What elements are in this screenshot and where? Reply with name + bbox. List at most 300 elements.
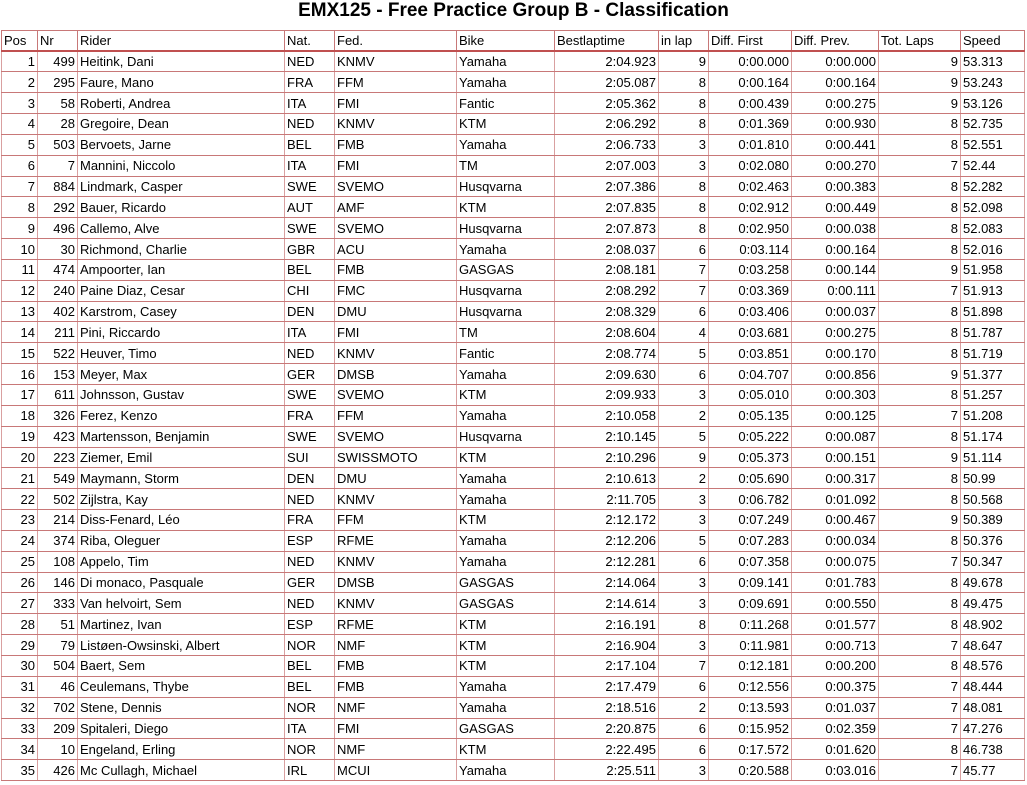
cell-diff-prev: 0:00.383 <box>792 176 879 197</box>
cell-diff-first: 0:09.141 <box>709 572 792 593</box>
table-row <box>2 322 1025 343</box>
cell-in-lap: 6 <box>659 718 709 739</box>
classification-table <box>1 30 1025 781</box>
cell-bestlaptime: 2:12.172 <box>555 510 659 531</box>
cell-fed: FFM <box>335 72 457 93</box>
cell-bestlaptime: 2:18.516 <box>555 697 659 718</box>
cell-fed: FMB <box>335 259 457 280</box>
cell-nr: 108 <box>38 551 78 572</box>
cell-bestlaptime: 2:05.087 <box>555 72 659 93</box>
cell-nat: NED <box>285 343 335 364</box>
cell-bestlaptime: 2:10.296 <box>555 447 659 468</box>
cell-in-lap: 8 <box>659 176 709 197</box>
cell-nat: ITA <box>285 155 335 176</box>
col-header-diff-first: Diff. First <box>709 31 792 52</box>
cell-nr: 884 <box>38 176 78 197</box>
cell-diff-prev: 0:00.930 <box>792 114 879 135</box>
cell-nr: 504 <box>38 655 78 676</box>
cell-nr: 209 <box>38 718 78 739</box>
cell-diff-prev: 0:00.200 <box>792 655 879 676</box>
table-row <box>2 301 1025 322</box>
cell-fed: DMSB <box>335 364 457 385</box>
cell-pos: 27 <box>2 593 38 614</box>
cell-nr: 295 <box>38 72 78 93</box>
cell-speed: 50.376 <box>961 530 1025 551</box>
cell-nat: GER <box>285 364 335 385</box>
cell-pos: 3 <box>2 93 38 114</box>
cell-nr: 240 <box>38 280 78 301</box>
cell-speed: 48.444 <box>961 676 1025 697</box>
cell-nat: SWE <box>285 426 335 447</box>
cell-diff-prev: 0:01.092 <box>792 489 879 510</box>
cell-diff-first: 0:02.912 <box>709 197 792 218</box>
cell-fed: FMB <box>335 676 457 697</box>
table-row <box>2 280 1025 301</box>
table-row <box>2 635 1025 656</box>
cell-rider: Ziemer, Emil <box>78 447 285 468</box>
cell-pos: 21 <box>2 468 38 489</box>
cell-speed: 53.126 <box>961 93 1025 114</box>
cell-fed: RFME <box>335 530 457 551</box>
cell-bike: TM <box>457 155 555 176</box>
cell-diff-first: 0:05.222 <box>709 426 792 447</box>
cell-nr: 474 <box>38 259 78 280</box>
cell-pos: 11 <box>2 259 38 280</box>
cell-pos: 8 <box>2 197 38 218</box>
cell-diff-prev: 0:00.270 <box>792 155 879 176</box>
cell-bike: Yamaha <box>457 530 555 551</box>
cell-nat: SUI <box>285 447 335 468</box>
col-header-bike: Bike <box>457 31 555 52</box>
cell-diff-first: 0:03.114 <box>709 239 792 260</box>
cell-diff-first: 0:06.782 <box>709 489 792 510</box>
table-row <box>2 447 1025 468</box>
cell-diff-first: 0:05.135 <box>709 405 792 426</box>
table-row <box>2 468 1025 489</box>
cell-tot-laps: 8 <box>879 385 961 406</box>
cell-tot-laps: 9 <box>879 259 961 280</box>
table-row <box>2 489 1025 510</box>
cell-bestlaptime: 2:10.613 <box>555 468 659 489</box>
cell-diff-first: 0:11.268 <box>709 614 792 635</box>
cell-fed: AMF <box>335 197 457 218</box>
cell-bestlaptime: 2:25.511 <box>555 760 659 781</box>
cell-tot-laps: 8 <box>879 197 961 218</box>
cell-diff-prev: 0:00.038 <box>792 218 879 239</box>
cell-bestlaptime: 2:04.923 <box>555 51 659 72</box>
cell-diff-prev: 0:03.016 <box>792 760 879 781</box>
cell-fed: DMU <box>335 301 457 322</box>
cell-diff-first: 0:20.588 <box>709 760 792 781</box>
cell-in-lap: 7 <box>659 259 709 280</box>
cell-tot-laps: 8 <box>879 530 961 551</box>
cell-bestlaptime: 2:11.705 <box>555 489 659 510</box>
cell-nat: NOR <box>285 697 335 718</box>
cell-tot-laps: 8 <box>879 239 961 260</box>
cell-diff-first: 0:05.373 <box>709 447 792 468</box>
cell-rider: Mc Cullagh, Michael <box>78 760 285 781</box>
cell-speed: 48.081 <box>961 697 1025 718</box>
cell-speed: 51.174 <box>961 426 1025 447</box>
cell-fed: SVEMO <box>335 218 457 239</box>
table-row <box>2 426 1025 447</box>
cell-speed: 51.719 <box>961 343 1025 364</box>
cell-pos: 9 <box>2 218 38 239</box>
cell-nat: SWE <box>285 176 335 197</box>
cell-speed: 52.016 <box>961 239 1025 260</box>
cell-diff-first: 0:02.080 <box>709 155 792 176</box>
cell-fed: ACU <box>335 239 457 260</box>
cell-tot-laps: 7 <box>879 155 961 176</box>
cell-pos: 24 <box>2 530 38 551</box>
cell-in-lap: 3 <box>659 134 709 155</box>
cell-pos: 22 <box>2 489 38 510</box>
table-row <box>2 510 1025 531</box>
cell-pos: 12 <box>2 280 38 301</box>
cell-diff-first: 0:07.249 <box>709 510 792 531</box>
cell-fed: FMB <box>335 655 457 676</box>
cell-rider: Pini, Riccardo <box>78 322 285 343</box>
cell-tot-laps: 8 <box>879 593 961 614</box>
cell-rider: Diss-Fenard, Léo <box>78 510 285 531</box>
cell-nr: 223 <box>38 447 78 468</box>
cell-diff-prev: 0:00.441 <box>792 134 879 155</box>
cell-nat: NOR <box>285 635 335 656</box>
cell-in-lap: 8 <box>659 93 709 114</box>
cell-pos: 18 <box>2 405 38 426</box>
cell-bestlaptime: 2:07.873 <box>555 218 659 239</box>
cell-tot-laps: 8 <box>879 114 961 135</box>
cell-tot-laps: 9 <box>879 364 961 385</box>
cell-speed: 51.898 <box>961 301 1025 322</box>
cell-nat: NED <box>285 51 335 72</box>
cell-speed: 51.958 <box>961 259 1025 280</box>
cell-in-lap: 5 <box>659 530 709 551</box>
cell-nat: FRA <box>285 510 335 531</box>
cell-diff-prev: 0:02.359 <box>792 718 879 739</box>
cell-diff-prev: 0:00.170 <box>792 343 879 364</box>
cell-nat: BEL <box>285 676 335 697</box>
table-row <box>2 614 1025 635</box>
cell-diff-first: 0:13.593 <box>709 697 792 718</box>
cell-tot-laps: 8 <box>879 301 961 322</box>
table-row <box>2 572 1025 593</box>
cell-pos: 19 <box>2 426 38 447</box>
cell-diff-prev: 0:00.087 <box>792 426 879 447</box>
cell-bike: Husqvarna <box>457 301 555 322</box>
cell-fed: SVEMO <box>335 176 457 197</box>
cell-diff-first: 0:17.572 <box>709 739 792 760</box>
cell-fed: MCUI <box>335 760 457 781</box>
cell-nr: 214 <box>38 510 78 531</box>
cell-in-lap: 6 <box>659 739 709 760</box>
cell-nr: 333 <box>38 593 78 614</box>
table-row <box>2 134 1025 155</box>
cell-in-lap: 3 <box>659 572 709 593</box>
table-row <box>2 551 1025 572</box>
cell-diff-prev: 0:01.037 <box>792 697 879 718</box>
table-row <box>2 718 1025 739</box>
cell-tot-laps: 7 <box>879 676 961 697</box>
cell-bestlaptime: 2:12.281 <box>555 551 659 572</box>
cell-nat: SWE <box>285 385 335 406</box>
cell-diff-prev: 0:00.856 <box>792 364 879 385</box>
cell-diff-prev: 0:01.577 <box>792 614 879 635</box>
cell-tot-laps: 9 <box>879 93 961 114</box>
table-row <box>2 343 1025 364</box>
cell-diff-first: 0:09.691 <box>709 593 792 614</box>
cell-nat: NED <box>285 489 335 510</box>
cell-speed: 52.44 <box>961 155 1025 176</box>
cell-rider: Bauer, Ricardo <box>78 197 285 218</box>
cell-speed: 50.347 <box>961 551 1025 572</box>
cell-speed: 51.377 <box>961 364 1025 385</box>
cell-in-lap: 5 <box>659 343 709 364</box>
cell-tot-laps: 9 <box>879 510 961 531</box>
cell-nr: 496 <box>38 218 78 239</box>
cell-nr: 522 <box>38 343 78 364</box>
cell-rider: Callemo, Alve <box>78 218 285 239</box>
cell-bestlaptime: 2:10.145 <box>555 426 659 447</box>
cell-rider: Di monaco, Pasquale <box>78 572 285 593</box>
cell-pos: 16 <box>2 364 38 385</box>
cell-nat: BEL <box>285 259 335 280</box>
cell-pos: 26 <box>2 572 38 593</box>
cell-bike: Yamaha <box>457 134 555 155</box>
cell-bike: Husqvarna <box>457 280 555 301</box>
cell-in-lap: 7 <box>659 280 709 301</box>
cell-diff-first: 0:05.010 <box>709 385 792 406</box>
cell-diff-prev: 0:00.713 <box>792 635 879 656</box>
cell-bike: KTM <box>457 655 555 676</box>
cell-bike: Yamaha <box>457 489 555 510</box>
col-header-diff-prev: Diff. Prev. <box>792 31 879 52</box>
cell-rider: Van helvoirt, Sem <box>78 593 285 614</box>
cell-nat: AUT <box>285 197 335 218</box>
cell-bestlaptime: 2:08.774 <box>555 343 659 364</box>
cell-diff-first: 0:01.369 <box>709 114 792 135</box>
cell-bike: KTM <box>457 385 555 406</box>
cell-diff-first: 0:07.283 <box>709 530 792 551</box>
cell-fed: FMI <box>335 718 457 739</box>
cell-tot-laps: 7 <box>879 551 961 572</box>
cell-nr: 503 <box>38 134 78 155</box>
cell-bestlaptime: 2:16.904 <box>555 635 659 656</box>
cell-diff-first: 0:04.707 <box>709 364 792 385</box>
cell-diff-prev: 0:00.375 <box>792 676 879 697</box>
cell-diff-first: 0:12.556 <box>709 676 792 697</box>
cell-diff-first: 0:03.681 <box>709 322 792 343</box>
cell-bestlaptime: 2:08.037 <box>555 239 659 260</box>
cell-nat: GER <box>285 572 335 593</box>
table-row <box>2 218 1025 239</box>
cell-rider: Spitaleri, Diego <box>78 718 285 739</box>
cell-pos: 1 <box>2 51 38 72</box>
cell-in-lap: 3 <box>659 155 709 176</box>
cell-nat: GBR <box>285 239 335 260</box>
col-header-in-lap: in lap <box>659 31 709 52</box>
cell-nat: CHI <box>285 280 335 301</box>
cell-nr: 402 <box>38 301 78 322</box>
table-row <box>2 760 1025 781</box>
cell-pos: 6 <box>2 155 38 176</box>
cell-rider: Stene, Dennis <box>78 697 285 718</box>
cell-fed: KNMV <box>335 551 457 572</box>
cell-speed: 47.276 <box>961 718 1025 739</box>
cell-fed: FMI <box>335 155 457 176</box>
cell-bike: Yamaha <box>457 364 555 385</box>
cell-speed: 52.735 <box>961 114 1025 135</box>
cell-speed: 48.647 <box>961 635 1025 656</box>
cell-rider: Appelo, Tim <box>78 551 285 572</box>
cell-bike: KTM <box>457 614 555 635</box>
cell-tot-laps: 8 <box>879 655 961 676</box>
table-row <box>2 655 1025 676</box>
cell-diff-first: 0:03.851 <box>709 343 792 364</box>
cell-nr: 10 <box>38 739 78 760</box>
cell-in-lap: 3 <box>659 593 709 614</box>
cell-fed: FFM <box>335 405 457 426</box>
cell-in-lap: 8 <box>659 218 709 239</box>
cell-nr: 502 <box>38 489 78 510</box>
cell-fed: FMI <box>335 322 457 343</box>
cell-pos: 31 <box>2 676 38 697</box>
cell-diff-prev: 0:00.164 <box>792 239 879 260</box>
cell-in-lap: 3 <box>659 635 709 656</box>
cell-rider: Martinez, Ivan <box>78 614 285 635</box>
cell-speed: 51.787 <box>961 322 1025 343</box>
table-row <box>2 676 1025 697</box>
cell-bike: KTM <box>457 510 555 531</box>
cell-bestlaptime: 2:20.875 <box>555 718 659 739</box>
cell-nr: 702 <box>38 697 78 718</box>
cell-tot-laps: 7 <box>879 405 961 426</box>
cell-fed: SVEMO <box>335 426 457 447</box>
cell-bike: Yamaha <box>457 72 555 93</box>
cell-bike: KTM <box>457 447 555 468</box>
cell-tot-laps: 7 <box>879 635 961 656</box>
cell-nr: 423 <box>38 426 78 447</box>
table-row <box>2 385 1025 406</box>
cell-tot-laps: 7 <box>879 760 961 781</box>
cell-bestlaptime: 2:08.329 <box>555 301 659 322</box>
cell-rider: Gregoire, Dean <box>78 114 285 135</box>
cell-nr: 426 <box>38 760 78 781</box>
cell-in-lap: 7 <box>659 655 709 676</box>
cell-diff-first: 0:12.181 <box>709 655 792 676</box>
cell-rider: Faure, Mano <box>78 72 285 93</box>
cell-nat: ESP <box>285 530 335 551</box>
cell-bike: Husqvarna <box>457 176 555 197</box>
col-header-bestlaptime: Bestlaptime <box>555 31 659 52</box>
cell-bike: Yamaha <box>457 468 555 489</box>
cell-diff-first: 0:02.950 <box>709 218 792 239</box>
cell-pos: 14 <box>2 322 38 343</box>
cell-fed: DMSB <box>335 572 457 593</box>
table-row <box>2 239 1025 260</box>
cell-pos: 25 <box>2 551 38 572</box>
cell-fed: KNMV <box>335 51 457 72</box>
table-row <box>2 176 1025 197</box>
cell-tot-laps: 8 <box>879 218 961 239</box>
cell-diff-first: 0:00.164 <box>709 72 792 93</box>
table-row <box>2 364 1025 385</box>
cell-nr: 292 <box>38 197 78 218</box>
cell-nr: 499 <box>38 51 78 72</box>
cell-fed: NMF <box>335 739 457 760</box>
table-row <box>2 72 1025 93</box>
cell-rider: Karstrom, Casey <box>78 301 285 322</box>
cell-in-lap: 2 <box>659 405 709 426</box>
cell-diff-prev: 0:00.275 <box>792 93 879 114</box>
cell-diff-prev: 0:00.000 <box>792 51 879 72</box>
cell-nr: 58 <box>38 93 78 114</box>
cell-diff-prev: 0:00.303 <box>792 385 879 406</box>
cell-pos: 28 <box>2 614 38 635</box>
cell-tot-laps: 7 <box>879 280 961 301</box>
cell-rider: Listøen-Owsinski, Albert <box>78 635 285 656</box>
cell-bestlaptime: 2:08.181 <box>555 259 659 280</box>
cell-speed: 48.576 <box>961 655 1025 676</box>
cell-bestlaptime: 2:09.630 <box>555 364 659 385</box>
cell-pos: 10 <box>2 239 38 260</box>
cell-rider: Bervoets, Jarne <box>78 134 285 155</box>
cell-tot-laps: 8 <box>879 134 961 155</box>
cell-nat: NED <box>285 114 335 135</box>
cell-bike: Yamaha <box>457 676 555 697</box>
cell-in-lap: 2 <box>659 468 709 489</box>
cell-nr: 30 <box>38 239 78 260</box>
cell-bestlaptime: 2:12.206 <box>555 530 659 551</box>
cell-bestlaptime: 2:07.835 <box>555 197 659 218</box>
cell-in-lap: 5 <box>659 426 709 447</box>
table-row <box>2 530 1025 551</box>
cell-rider: Roberti, Andrea <box>78 93 285 114</box>
cell-pos: 15 <box>2 343 38 364</box>
cell-fed: FMC <box>335 280 457 301</box>
cell-tot-laps: 8 <box>879 343 961 364</box>
cell-in-lap: 8 <box>659 72 709 93</box>
cell-speed: 52.282 <box>961 176 1025 197</box>
table-row <box>2 593 1025 614</box>
cell-bike: Yamaha <box>457 760 555 781</box>
cell-nr: 79 <box>38 635 78 656</box>
cell-rider: Lindmark, Casper <box>78 176 285 197</box>
cell-nat: ESP <box>285 614 335 635</box>
col-header-nr: Nr <box>38 31 78 52</box>
cell-rider: Riba, Oleguer <box>78 530 285 551</box>
cell-fed: NMF <box>335 635 457 656</box>
cell-diff-prev: 0:00.037 <box>792 301 879 322</box>
cell-speed: 51.208 <box>961 405 1025 426</box>
cell-fed: FMB <box>335 134 457 155</box>
cell-bestlaptime: 2:08.604 <box>555 322 659 343</box>
cell-fed: FFM <box>335 510 457 531</box>
cell-speed: 52.098 <box>961 197 1025 218</box>
cell-bestlaptime: 2:14.064 <box>555 572 659 593</box>
cell-nat: DEN <box>285 468 335 489</box>
cell-nat: ITA <box>285 718 335 739</box>
cell-speed: 52.083 <box>961 218 1025 239</box>
cell-in-lap: 4 <box>659 322 709 343</box>
cell-pos: 5 <box>2 134 38 155</box>
cell-nat: NED <box>285 593 335 614</box>
cell-diff-prev: 0:00.075 <box>792 551 879 572</box>
cell-speed: 53.243 <box>961 72 1025 93</box>
cell-pos: 35 <box>2 760 38 781</box>
cell-fed: KNMV <box>335 114 457 135</box>
cell-nat: NED <box>285 551 335 572</box>
